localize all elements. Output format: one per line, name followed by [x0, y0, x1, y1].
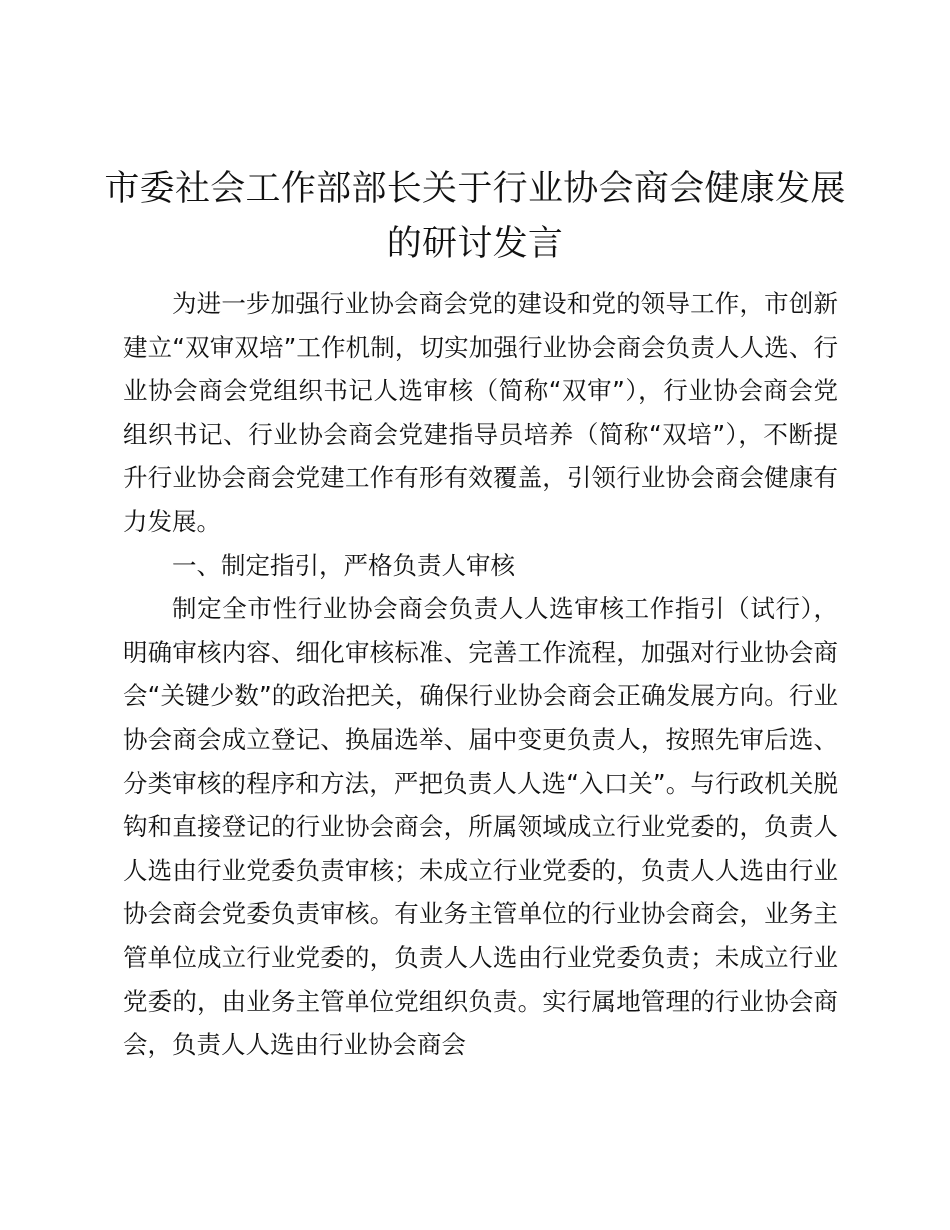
- document-title: 市委社会工作部部长关于行业协会商会健康发展的研讨发言: [104, 169, 846, 264]
- paragraph-section-1: 制定全市性行业协会商会负责人人选审核工作指引（试行），明确审核内容、细化审核标准、完善工作流程，加强对行业协会商会“关键少数”的政治把关，确保行业协会商会正确发展方向。行业协会商会成立登记、换届选举、届中变更负责人，按照先审后选、分类审核的程序和方法，严把负责人人选“入口关”。与行政机关脱钩和直接登记的行业协会商会，所属领域成立行业党委的，负责人人选由行业党委负责审核；未成立行业党委的，负责人人选由行业协会商会党委负责审核。有业务主管单位的行业协会商会，业务主管单位成立行业党委的，负责人人选由行业党委负责；未成立行业党委的，由业务主管单位党组织负责。实行属地管理的行业协会商会，负责人人选由行业协会商会: [123, 594, 838, 1060]
- document-body: [123, 282, 838, 1067]
- paragraph-intro: 为进一步加强行业协会商会党的建设和党的领导工作，市创新建立“双审双培”工作机制，切实加强行业协会商会负责人人选、行业协会商会党组织书记人选审核（简称“双审”），行业协会商会党组织书记、行业协会商会党建指导员培养（简称“双培”），不断提升行业协会商会党建工作有形有效覆盖，引领行业协会商会健康有力发展。: [123, 289, 838, 536]
- section-heading: 一、制定指引，严格负责人审核: [172, 550, 515, 580]
